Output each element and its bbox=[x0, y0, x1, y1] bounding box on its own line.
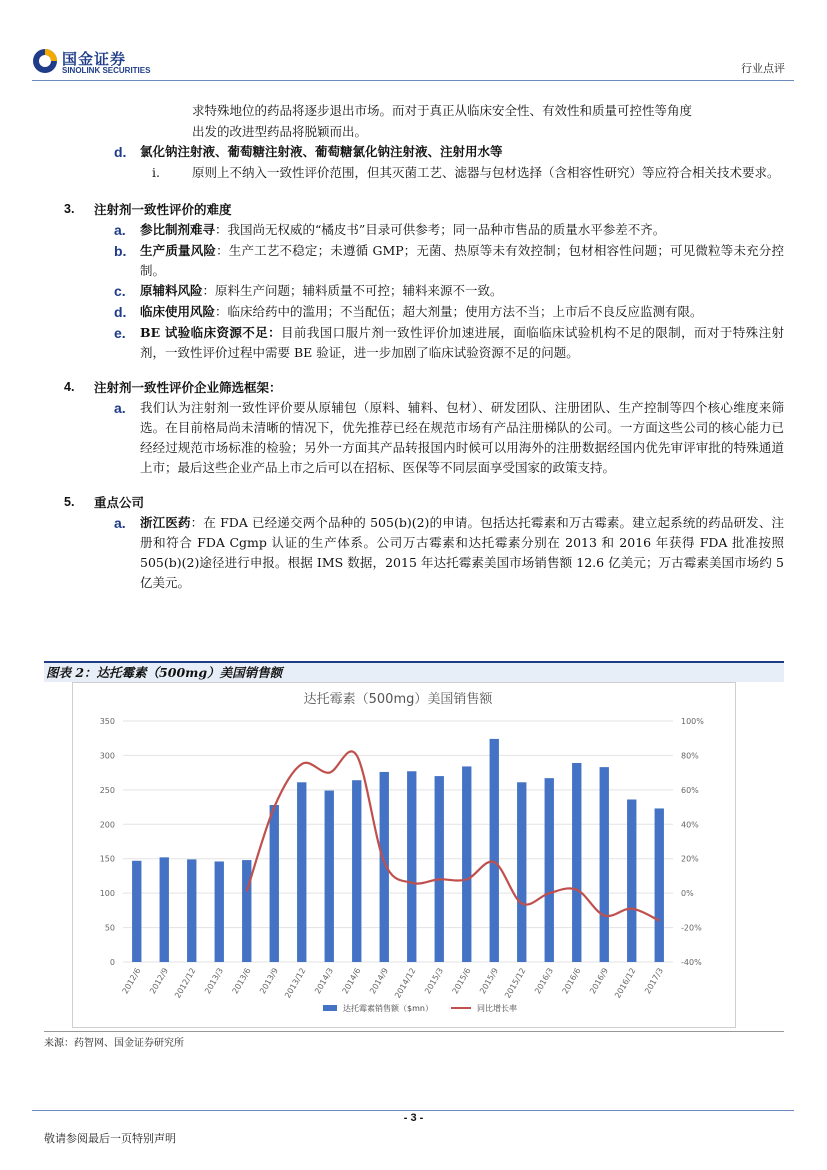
x-tick-label: 2012/9 bbox=[148, 966, 170, 996]
x-tick-label: 2016/6 bbox=[560, 966, 583, 996]
section-title: 注射剂一致性评价的难度 bbox=[94, 202, 232, 217]
bar bbox=[407, 771, 416, 962]
chart-title: 达托霉素（500mg）美国销售额 bbox=[303, 692, 493, 707]
y-right-tick-label: 40% bbox=[681, 820, 699, 830]
figure-caption: 图表 2：达托霉素（500mg）美国销售额 bbox=[44, 661, 784, 682]
list-item bbox=[114, 241, 784, 281]
list-item bbox=[114, 142, 784, 163]
continued-text-line: 出发的改进型药品将脱颖而出。 bbox=[192, 124, 368, 139]
bar bbox=[435, 776, 444, 962]
x-tick-label: 2013/3 bbox=[203, 966, 225, 996]
item-marker: d. bbox=[114, 304, 127, 320]
header-divider bbox=[32, 80, 794, 81]
sub-list-item bbox=[152, 163, 784, 183]
section-number: 4. bbox=[64, 380, 75, 394]
item-text: ：在 FDA 已经递交两个品种的 505(b)(2)的申请。包括达托霉素和万古霉素。建立起系统的药品研发、注册和符合 FDA Cgmp 认证的生产体系。公司万古霉素和达托霉素分别在 2013 和 2016 年获得 FDA 批准按照 505(b)(2)途径进行申报。根据 IMS 数据，2015 年达托霉素美国市场销售额 12.6 亿美元；万古霉素美国市场约 5 亿美元。 bbox=[140, 515, 784, 590]
item-marker: a. bbox=[114, 222, 126, 238]
x-tick-label: 2012/12 bbox=[173, 966, 198, 1000]
item-title: 氯化钠注射液、葡萄糖注射液、葡萄糖氯化钠注射液、注射用水等 bbox=[140, 144, 503, 159]
chart-svg bbox=[73, 683, 735, 1027]
x-tick-label: 2013/9 bbox=[258, 966, 280, 996]
y-right-tick-label: 0% bbox=[681, 889, 694, 899]
item-text: ：我国尚无权威的“橘皮书”目录可供参考；同一品种市售品的质量水平参差不齐。 bbox=[215, 222, 666, 237]
x-tick-label: 2014/6 bbox=[340, 966, 363, 996]
report-body bbox=[64, 100, 784, 593]
x-tick-label: 2015/6 bbox=[450, 966, 473, 996]
item-label: 参比制剂难寻 bbox=[140, 222, 216, 237]
y-left-tick-label: 350 bbox=[99, 717, 115, 726]
x-tick-label: 2015/12 bbox=[503, 966, 528, 1000]
y-right-tick-label: 100% bbox=[681, 717, 704, 726]
item-label: 原辅料风险 bbox=[140, 283, 203, 298]
legend-swatch-bar bbox=[323, 1005, 337, 1011]
section-title: 注射剂一致性评价企业筛选框架： bbox=[94, 380, 282, 395]
item-marker: a. bbox=[114, 400, 126, 416]
item-text: ：临床给药中的滥用；不当配伍；超大剂量；使用方法不当；上市后不良反应监测有限。 bbox=[215, 304, 703, 319]
continued-text-line: 求特殊地位的药品将逐步退出市场。而对于真正从临床安全性、有效性和质量可控性等角度 bbox=[192, 103, 693, 118]
item-marker: d. bbox=[114, 144, 127, 160]
bar bbox=[325, 791, 334, 962]
y-left-tick-label: 250 bbox=[99, 785, 115, 795]
bar bbox=[517, 782, 526, 962]
y-left-tick-label: 200 bbox=[99, 820, 115, 830]
y-left-tick-label: 0 bbox=[109, 958, 115, 967]
sub-item-marker: i. bbox=[152, 165, 160, 180]
bar bbox=[352, 780, 361, 962]
section-heading bbox=[64, 492, 784, 513]
item-label: 浙江医药 bbox=[140, 515, 191, 530]
item-marker: b. bbox=[114, 243, 127, 259]
item-text: 我们认为注射剂一致性评价要从原辅包（原料、辅料、包材）、研发团队、注册团队、生产控制等四个核心维度来筛选。在目前格局尚未清晰的情况下，优先推荐已经在规范市场有产品注册梯队的公司。一方面这些公司的核心能力已经经过规范市场标准的检验；另外一方面其产品转报国内时候可以用海外的注册数据经国内优先审评审批的特殊通道上市；最后这些企业产品上市之后可以在招标、医保等不同层面享受国家的政策支持。 bbox=[140, 400, 784, 475]
list-item bbox=[114, 398, 784, 478]
page-header bbox=[0, 0, 827, 84]
x-tick-label: 2016/9 bbox=[588, 966, 610, 996]
bar bbox=[600, 767, 609, 962]
figure-source: 来源：药智网、国金证券研究所 bbox=[44, 1038, 184, 1049]
y-left-tick-label: 50 bbox=[104, 923, 115, 933]
y-right-tick-label: 60% bbox=[681, 785, 699, 795]
list-item bbox=[114, 302, 784, 323]
bar bbox=[160, 857, 169, 962]
bar bbox=[215, 861, 224, 962]
bar bbox=[270, 805, 279, 962]
bar bbox=[490, 739, 499, 962]
item-label: 临床使用风险 bbox=[140, 304, 216, 319]
y-left-tick-label: 300 bbox=[99, 751, 115, 761]
item-marker: e. bbox=[114, 325, 126, 341]
x-tick-label: 2015/9 bbox=[478, 966, 500, 996]
source-divider bbox=[44, 1031, 784, 1032]
x-tick-label: 2014/3 bbox=[313, 966, 335, 996]
x-tick-label: 2013/6 bbox=[230, 966, 253, 996]
list-item bbox=[114, 323, 784, 363]
footer-divider bbox=[32, 1110, 794, 1111]
x-tick-label: 2014/9 bbox=[368, 966, 390, 996]
list-item bbox=[114, 220, 784, 241]
item-marker: c. bbox=[114, 283, 126, 299]
bar bbox=[242, 860, 251, 962]
bar bbox=[572, 763, 581, 962]
growth-line bbox=[247, 751, 660, 920]
legend-label-bar: 达托霉素销售额（$mn） bbox=[343, 1004, 433, 1013]
y-right-tick-label: -20% bbox=[681, 923, 702, 933]
sub-item-text: 原则上不纳入一致性评价范围，但其灭菌工艺、滤器与包材选择（含相容性研究）等应符合相关技术要求。 bbox=[192, 165, 780, 180]
y-right-tick-label: 20% bbox=[681, 854, 699, 864]
item-label: BE 试验临床资源不足： bbox=[140, 325, 282, 340]
section-number: 5. bbox=[64, 495, 75, 509]
company-logo bbox=[32, 48, 152, 78]
section-heading bbox=[64, 377, 784, 398]
section-title: 重点公司 bbox=[94, 495, 145, 510]
item-marker: a. bbox=[114, 515, 126, 531]
logo-text-en: SINOLINK SECURITIES bbox=[62, 66, 151, 75]
bar bbox=[655, 808, 664, 962]
y-left-tick-label: 150 bbox=[99, 854, 115, 864]
bar bbox=[187, 859, 196, 962]
item-label: 生产质量风险 bbox=[140, 243, 217, 258]
bar bbox=[462, 766, 471, 962]
x-tick-label: 2016/3 bbox=[533, 966, 555, 996]
bar bbox=[627, 799, 636, 962]
x-tick-label: 2012/6 bbox=[120, 966, 143, 996]
y-right-tick-label: -40% bbox=[681, 958, 702, 967]
item-text: ：原料生产问题；辅料质量不可控；辅料来源不一致。 bbox=[202, 283, 503, 298]
y-left-tick-label: 100 bbox=[99, 889, 115, 899]
legend-label-line: 同比增长率 bbox=[477, 1004, 517, 1013]
logo-mark-icon bbox=[32, 48, 58, 74]
item-text: 目前我国口服片剂一致性评价加速进展，面临临床试验机构不足的限制，而对于特殊注射剂，一致性评价过程中需要 BE 验证，进一步加剧了临床试验资源不足的问题。 bbox=[140, 325, 784, 360]
x-tick-label: 2014/12 bbox=[393, 966, 418, 1000]
x-tick-label: 2017/3 bbox=[643, 966, 665, 996]
list-item bbox=[114, 281, 784, 302]
bar bbox=[297, 782, 306, 962]
x-tick-label: 2013/12 bbox=[283, 966, 308, 1000]
logo-text-cn: 国金证券 bbox=[62, 50, 127, 68]
y-right-tick-label: 80% bbox=[681, 751, 699, 761]
x-tick-label: 2016/12 bbox=[613, 966, 638, 1000]
list-item bbox=[114, 513, 784, 593]
sales-chart bbox=[72, 682, 736, 1028]
disclaimer-note: 敬请参阅最后一页特别声明 bbox=[44, 1132, 176, 1145]
bar bbox=[132, 861, 141, 962]
report-category: 行业点评 bbox=[741, 62, 785, 75]
bar bbox=[545, 778, 554, 962]
item-text: ：生产工艺不稳定；未遵循 GMP；无菌、热原等未有效控制；包材相容性问题；可见微粒等未充分控制。 bbox=[140, 243, 784, 278]
page-number: - 3 - bbox=[403, 1112, 424, 1124]
section-heading bbox=[64, 199, 784, 220]
section-number: 3. bbox=[64, 202, 75, 216]
x-tick-label: 2015/3 bbox=[423, 966, 445, 996]
